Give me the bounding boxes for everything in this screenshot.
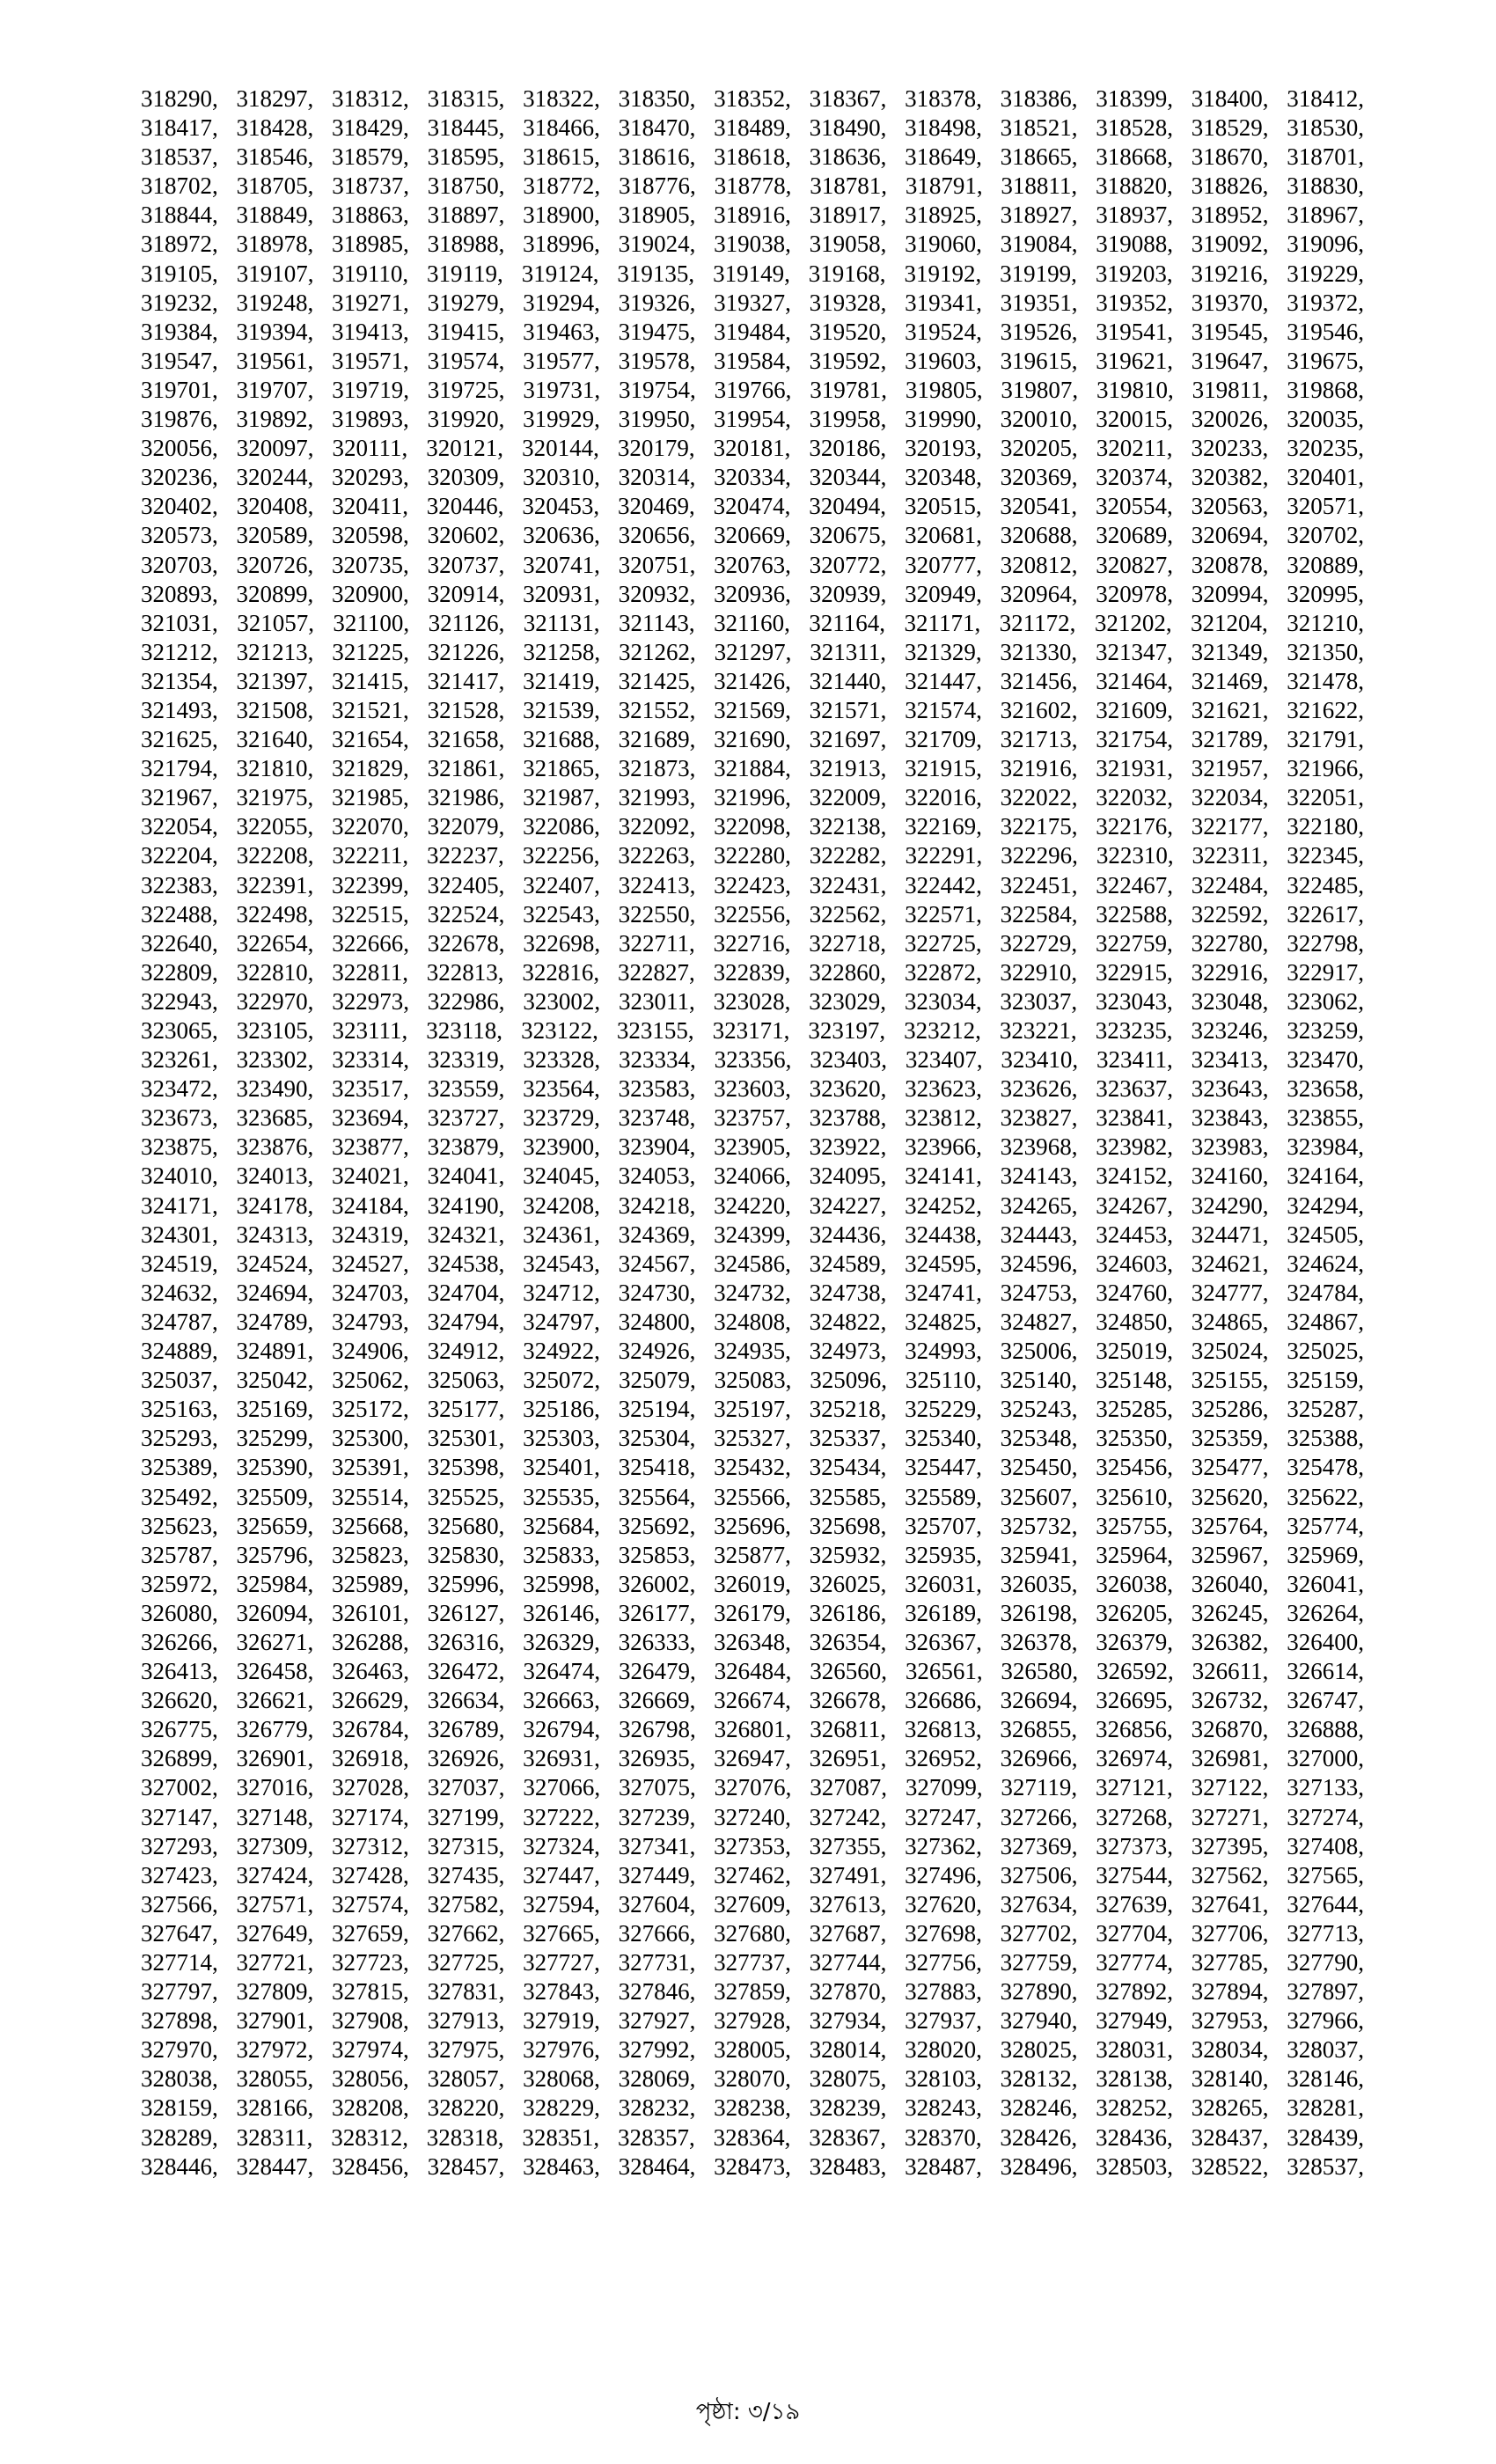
number-line: 322640, 322654, 322666, 322678, 322698, 322711, 322716, 322718, 322725, 322729, 322759, 322780, 322798,: [141, 929, 1364, 957]
number-line: 323261, 323302, 323314, 323319, 323328, 323334, 323356, 323403, 323407, 323410, 323411, 323413, 323470,: [141, 1046, 1364, 1074]
number-line: 318702, 318705, 318737, 318750, 318772, 318776, 318778, 318781, 318791, 318811, 318820, 318826, 318830,: [141, 172, 1364, 200]
number-line: 325163, 325169, 325172, 325177, 325186, 325194, 325197, 325218, 325229, 325243, 325285, 325286, 325287,: [141, 1396, 1364, 1423]
number-line: 320893, 320899, 320900, 320914, 320931, 320932, 320936, 320939, 320949, 320964, 320978, 320994, 320995,: [141, 580, 1364, 607]
number-line: 326266, 326271, 326288, 326316, 326329, 326333, 326348, 326354, 326367, 326378, 326379, 326382, 326400,: [141, 1628, 1364, 1655]
number-line: 324171, 324178, 324184, 324190, 324208, 324218, 324220, 324227, 324252, 324265, 324267, 324290, 324294,: [141, 1192, 1364, 1219]
number-line: 326413, 326458, 326463, 326472, 326474, 326479, 326484, 326560, 326561, 326580, 326592, 326611, 326614,: [141, 1658, 1364, 1685]
number-line: 318290, 318297, 318312, 318315, 318322, 318350, 318352, 318367, 318378, 318386, 318399, 318400, 318412,: [141, 85, 1364, 112]
number-line: 319105, 319107, 319110, 319119, 319124, 319135, 319149, 319168, 319192, 319199, 319203, 319216, 319229,: [141, 260, 1364, 287]
number-line: 324010, 324013, 324021, 324041, 324045, 324053, 324066, 324095, 324141, 324143, 324152, 324160, 324164,: [141, 1162, 1364, 1190]
number-line: 321794, 321810, 321829, 321861, 321865, 321873, 321884, 321913, 321915, 321916, 321931, 321957, 321966,: [141, 755, 1364, 782]
number-line: 318844, 318849, 318863, 318897, 318900, 318905, 318916, 318917, 318925, 318927, 318937, 318952, 318967,: [141, 202, 1364, 229]
number-line: 328446, 328447, 328456, 328457, 328463, 328464, 328473, 328483, 328487, 328496, 328503, 328522, 328537,: [141, 2152, 1364, 2180]
number-line: 322054, 322055, 322070, 322079, 322086, 322092, 322098, 322138, 322169, 322175, 322176, 322177, 322180,: [141, 813, 1364, 840]
number-line: 327566, 327571, 327574, 327582, 327594, 327604, 327609, 327613, 327620, 327634, 327639, 327641, 327644,: [141, 1890, 1364, 1918]
number-line: 322383, 322391, 322399, 322405, 322407, 322413, 322423, 322431, 322442, 322451, 322467, 322484, 322485,: [141, 871, 1364, 898]
number-line: 326775, 326779, 326784, 326789, 326794, 326798, 326801, 326811, 326813, 326855, 326856, 326870, 326888,: [141, 1716, 1364, 1743]
number-line: 323875, 323876, 323877, 323879, 323900, 323904, 323905, 323922, 323966, 323968, 323982, 323983, 323984,: [141, 1133, 1364, 1161]
number-line: 318972, 318978, 318985, 318988, 318996, 319024, 319038, 319058, 319060, 319084, 319088, 319092, 319096,: [141, 231, 1364, 258]
number-line: 328159, 328166, 328208, 328220, 328229, 328232, 328238, 328239, 328243, 328246, 328252, 328265, 328281,: [141, 2094, 1364, 2122]
number-line: 322488, 322498, 322515, 322524, 322543, 322550, 322556, 322562, 322571, 322584, 322588, 322592, 322617,: [141, 900, 1364, 928]
number-line: 322809, 322810, 322811, 322813, 322816, 322827, 322839, 322860, 322872, 322910, 322915, 322916, 322917,: [141, 958, 1364, 986]
number-line: 322943, 322970, 322973, 322986, 323002, 323011, 323028, 323029, 323034, 323037, 323043, 323048, 323062,: [141, 987, 1364, 1015]
number-line: 328038, 328055, 328056, 328057, 328068, 328069, 328070, 328075, 328103, 328132, 328138, 328140, 328146,: [141, 2065, 1364, 2093]
number-line: 320056, 320097, 320111, 320121, 320144, 320179, 320181, 320186, 320193, 320205, 320211, 320233, 320235,: [141, 435, 1364, 462]
number-line: 327147, 327148, 327174, 327199, 327222, 327239, 327240, 327242, 327247, 327266, 327268, 327271, 327274,: [141, 1803, 1364, 1830]
number-line: 321967, 321975, 321985, 321986, 321987, 321993, 321996, 322009, 322016, 322022, 322032, 322034, 322051,: [141, 784, 1364, 811]
number-line: 328289, 328311, 328312, 328318, 328351, 328357, 328364, 328367, 328370, 328426, 328436, 328437, 328439,: [141, 2123, 1364, 2151]
number-line: 319232, 319248, 319271, 319279, 319294, 319326, 319327, 319328, 319341, 319351, 319352, 319370, 319372,: [141, 289, 1364, 316]
number-line: 320236, 320244, 320293, 320309, 320310, 320314, 320334, 320344, 320348, 320369, 320374, 320382, 320401,: [141, 464, 1364, 491]
number-line: 324519, 324524, 324527, 324538, 324543, 324567, 324586, 324589, 324595, 324596, 324603, 324621, 324624,: [141, 1250, 1364, 1277]
number-line: 321493, 321508, 321521, 321528, 321539, 321552, 321569, 321571, 321574, 321602, 321609, 321621, 321622,: [141, 696, 1364, 723]
number-line: 325037, 325042, 325062, 325063, 325072, 325079, 325083, 325096, 325110, 325140, 325148, 325155, 325159,: [141, 1367, 1364, 1394]
number-line: 327714, 327721, 327723, 327725, 327727, 327731, 327737, 327744, 327756, 327759, 327774, 327785, 327790,: [141, 1949, 1364, 1976]
number-line: 324787, 324789, 324793, 324794, 324797, 324800, 324808, 324822, 324825, 324827, 324850, 324865, 324867,: [141, 1308, 1364, 1335]
number-line: 327423, 327424, 327428, 327435, 327447, 327449, 327462, 327491, 327496, 327506, 327544, 327562, 327565,: [141, 1861, 1364, 1888]
number-line: 320703, 320726, 320735, 320737, 320741, 320751, 320763, 320772, 320777, 320812, 320827, 320878, 320889,: [141, 551, 1364, 578]
number-line: 318417, 318428, 318429, 318445, 318466, 318470, 318489, 318490, 318498, 318521, 318528, 318529, 318530,: [141, 114, 1364, 142]
number-list: [141, 84, 1364, 2182]
number-line: 320402, 320408, 320411, 320446, 320453, 320469, 320474, 320494, 320515, 320541, 320554, 320563, 320571,: [141, 493, 1364, 520]
number-line: 320573, 320589, 320598, 320602, 320636, 320656, 320669, 320675, 320681, 320688, 320689, 320694, 320702,: [141, 522, 1364, 549]
number-line: 319384, 319394, 319413, 319415, 319463, 319475, 319484, 319520, 319524, 319526, 319541, 319545, 319546,: [141, 318, 1364, 345]
number-line: 326620, 326621, 326629, 326634, 326663, 326669, 326674, 326678, 326686, 326694, 326695, 326732, 326747,: [141, 1687, 1364, 1714]
number-line: 319701, 319707, 319719, 319725, 319731, 319754, 319766, 319781, 319805, 319807, 319810, 319811, 319868,: [141, 376, 1364, 403]
number-line: 324889, 324891, 324906, 324912, 324922, 324926, 324935, 324973, 324993, 325006, 325019, 325024, 325025,: [141, 1338, 1364, 1365]
number-line: 327647, 327649, 327659, 327662, 327665, 327666, 327680, 327687, 327698, 327702, 327704, 327706, 327713,: [141, 1919, 1364, 1947]
number-line: 321354, 321397, 321415, 321417, 321419, 321425, 321426, 321440, 321447, 321456, 321464, 321469, 321478,: [141, 667, 1364, 694]
number-line: 321212, 321213, 321225, 321226, 321258, 321262, 321297, 321311, 321329, 321330, 321347, 321349, 321350,: [141, 638, 1364, 665]
number-line: 323065, 323105, 323111, 323118, 323122, 323155, 323171, 323197, 323212, 323221, 323235, 323246, 323259,: [141, 1017, 1364, 1044]
number-line: 323673, 323685, 323694, 323727, 323729, 323748, 323757, 323788, 323812, 323827, 323841, 323843, 323855,: [141, 1104, 1364, 1132]
number-line: 327293, 327309, 327312, 327315, 327324, 327341, 327353, 327355, 327362, 327369, 327373, 327395, 327408,: [141, 1832, 1364, 1859]
number-line: 327970, 327972, 327974, 327975, 327976, 327992, 328005, 328014, 328020, 328025, 328031, 328034, 328037,: [141, 2036, 1364, 2064]
number-line: 324301, 324313, 324319, 324321, 324361, 324369, 324399, 324436, 324438, 324443, 324453, 324471, 324505,: [141, 1221, 1364, 1248]
number-line: 324632, 324694, 324703, 324704, 324712, 324730, 324732, 324738, 324741, 324753, 324760, 324777, 324784,: [141, 1279, 1364, 1306]
number-line: 327898, 327901, 327908, 327913, 327919, 327927, 327928, 327934, 327937, 327940, 327949, 327953, 327966,: [141, 2007, 1364, 2035]
number-line: 318537, 318546, 318579, 318595, 318615, 318616, 318618, 318636, 318649, 318665, 318668, 318670, 318701,: [141, 143, 1364, 171]
number-line: 325293, 325299, 325300, 325301, 325303, 325304, 325327, 325337, 325340, 325348, 325350, 325359, 325388,: [141, 1425, 1364, 1452]
number-line: 326080, 326094, 326101, 326127, 326146, 326177, 326179, 326186, 326189, 326198, 326205, 326245, 326264,: [141, 1599, 1364, 1626]
number-line: 321625, 321640, 321654, 321658, 321688, 321689, 321690, 321697, 321709, 321713, 321754, 321789, 321791,: [141, 726, 1364, 753]
number-line: 319547, 319561, 319571, 319574, 319577, 319578, 319584, 319592, 319603, 319615, 319621, 319647, 319675,: [141, 347, 1364, 374]
number-line: 322204, 322208, 322211, 322237, 322256, 322263, 322280, 322282, 322291, 322296, 322310, 322311, 322345,: [141, 842, 1364, 869]
page-number-footer: পৃষ্ঠা: ৩/১৯: [695, 2399, 801, 2425]
number-line: 327002, 327016, 327028, 327037, 327066, 327075, 327076, 327087, 327099, 327119, 327121, 327122, 327133,: [141, 1774, 1364, 1801]
number-line: 325492, 325509, 325514, 325525, 325535, 325564, 325566, 325585, 325589, 325607, 325610, 325620, 325622,: [141, 1483, 1364, 1510]
number-line: 323472, 323490, 323517, 323559, 323564, 323583, 323603, 323620, 323623, 323626, 323637, 323643, 323658,: [141, 1075, 1364, 1103]
number-line: 327797, 327809, 327815, 327831, 327843, 327846, 327859, 327870, 327883, 327890, 327892, 327894, 327897,: [141, 1978, 1364, 2006]
number-line: 319876, 319892, 319893, 319920, 319929, 319950, 319954, 319958, 319990, 320010, 320015, 320026, 320035,: [141, 406, 1364, 433]
number-line: 326899, 326901, 326918, 326926, 326931, 326935, 326947, 326951, 326952, 326966, 326974, 326981, 327000,: [141, 1745, 1364, 1772]
number-line: 321031, 321057, 321100, 321126, 321131, 321143, 321160, 321164, 321171, 321172, 321202, 321204, 321210,: [141, 609, 1364, 636]
number-line: 325389, 325390, 325391, 325398, 325401, 325418, 325432, 325434, 325447, 325450, 325456, 325477, 325478,: [141, 1454, 1364, 1481]
number-line: 325623, 325659, 325668, 325680, 325684, 325692, 325696, 325698, 325707, 325732, 325755, 325764, 325774,: [141, 1512, 1364, 1539]
number-line: 325972, 325984, 325989, 325996, 325998, 326002, 326019, 326025, 326031, 326035, 326038, 326040, 326041,: [141, 1570, 1364, 1597]
number-line: 325787, 325796, 325823, 325830, 325833, 325853, 325877, 325932, 325935, 325941, 325964, 325967, 325969,: [141, 1541, 1364, 1568]
